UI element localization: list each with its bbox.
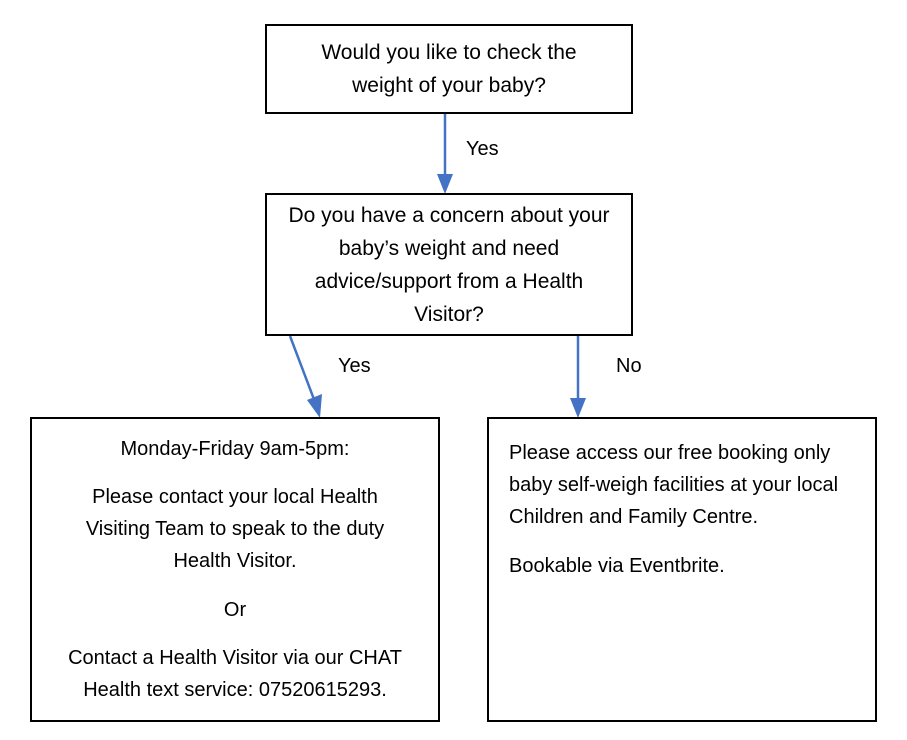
no-action-line-2: baby self-weigh facilities at your local	[509, 474, 839, 496]
arrow-concern-to-yes	[270, 336, 330, 420]
yes-action-spacer-2	[50, 577, 420, 593]
node-concern-line-4: Visitor?	[414, 302, 484, 326]
yes-action-line-3: Visiting Team to speak to the duty	[85, 518, 385, 541]
yes-action-spacer-3	[50, 626, 420, 642]
node-concern-question	[265, 193, 633, 336]
yes-action-line-7: Health text service: 07520615293.	[83, 678, 387, 701]
node-concern-line-3: advice/support from a Health	[314, 269, 584, 293]
node-start-line-2: weight of your baby?	[352, 74, 546, 97]
node-start-line-1: Would you like to check the	[321, 41, 577, 64]
yes-action-line-1: Monday-Friday 9am-5pm:	[120, 438, 350, 460]
node-concern-line-2: baby’s weight and need	[338, 236, 560, 260]
yes-action-line-5: Or	[223, 598, 247, 621]
node-no-action	[487, 417, 877, 722]
no-action-spacer-1	[509, 533, 855, 550]
node-start-question	[265, 24, 633, 114]
yes-action-line-2: Please contact your local Health	[92, 486, 378, 509]
edge-label-concern-no: No	[616, 355, 642, 377]
no-action-line-4: Bookable via Eventbrite.	[509, 555, 725, 577]
no-action-line-3: Children and Family Centre.	[509, 506, 758, 528]
yes-action-line-6: Contact a Health Visitor via our CHAT	[68, 646, 402, 669]
yes-action-spacer-1	[50, 465, 420, 481]
node-concern-line-1: Do you have a concern about your	[288, 203, 610, 227]
yes-action-line-4: Health Visitor.	[173, 550, 297, 573]
node-yes-action	[30, 417, 440, 722]
arrow-start-to-concern	[425, 114, 465, 196]
edge-label-concern-yes: Yes	[338, 355, 371, 377]
no-action-line-1: Please access our free booking only	[509, 442, 831, 464]
arrow-concern-to-no	[558, 336, 618, 420]
edge-label-start-yes: Yes	[466, 138, 499, 160]
